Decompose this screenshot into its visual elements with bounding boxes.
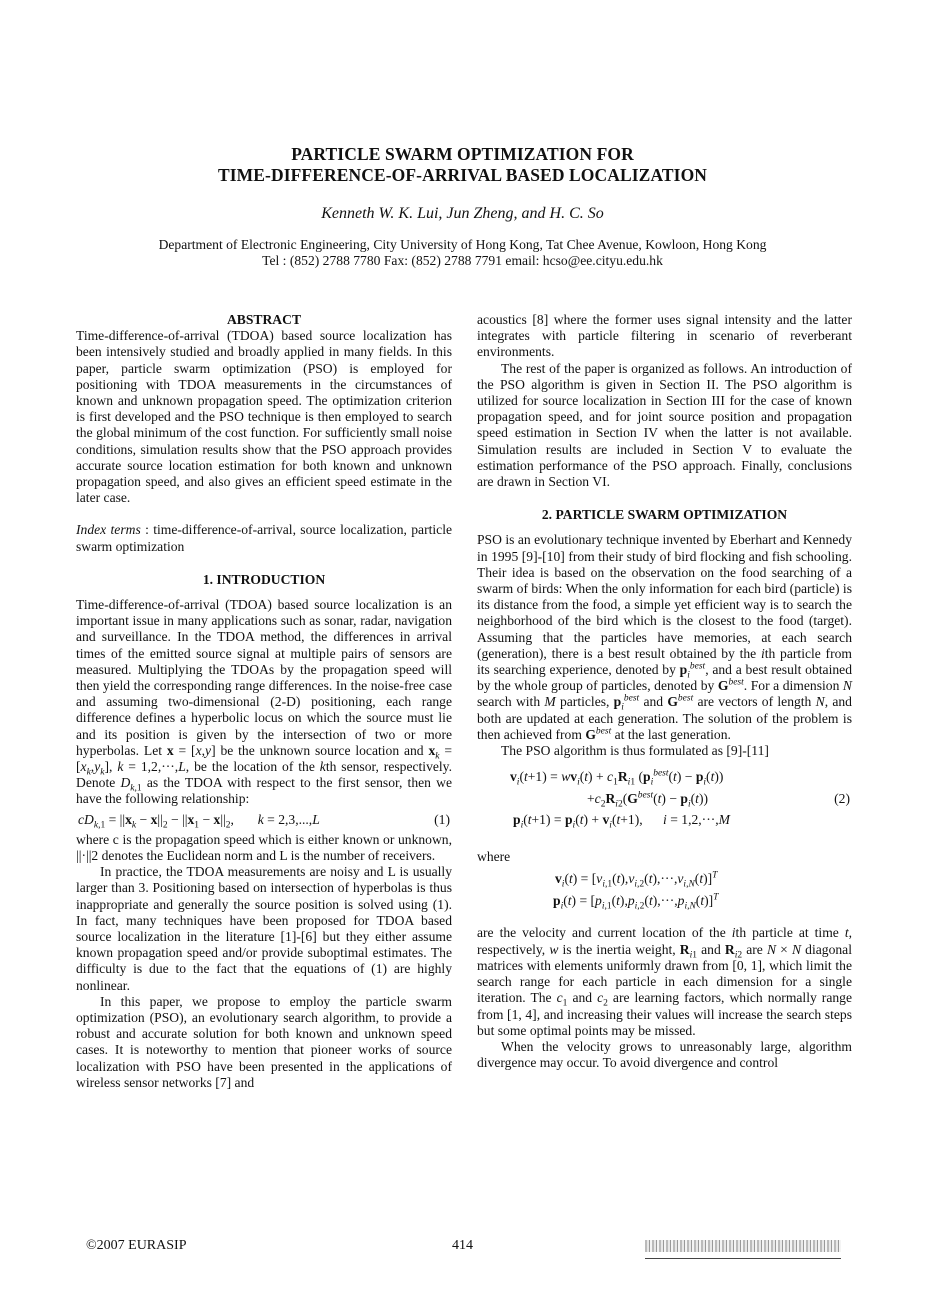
- equation-2-number: (2): [834, 791, 850, 807]
- right-column: [477, 312, 852, 1071]
- index-terms-text: : time-difference-of-arrival, source localization, particle swarm optimization: [76, 522, 453, 554]
- pso-parameters-paragraph: are the velocity and current location of the ith particle at time t, respectively, w is the inertia weight, $R_{i1}$ and $R_{i2}$ are N × N diagonal matrices with elements uniformly drawn from [0, 1], which limit the search range for each particle in each dimension for a single iteration. The $c_1$ and $c_2$ are learning factors, which normally range from [1, 4], and increasing their values will increase the search steps but some optimal points may be missed.: [477, 925, 853, 1038]
- intro-paragraph-3: In practice, the TDOA measurements are noisy and L is usually larger than 3. Positioning based on intersection of hyperbolas is thus inappropriate and generally the source position is solved using (1). In fact, many techniques have been proposed for TDOA based source localization in the literature [1]-[6] but they either assume known propagation speed and/or provide suboptimal estimates. The difficulty is due to the fact that the equations of (1) are highly nonlinear.: [76, 864, 452, 993]
- contact-info: Tel : (852) 2788 7780 Fax: (852) 2788 7791 email: hcso@ee.cityu.edu.hk: [262, 253, 663, 268]
- copyright: ©2007 EURASIP: [86, 1238, 187, 1253]
- index-terms-label: Index terms: [76, 522, 141, 538]
- left-column: [76, 312, 452, 1091]
- divergence-paragraph: When the velocity grows to unreasonably large, algorithm divergence may occur. To avoid divergence and control: [477, 1038, 852, 1071]
- page-number: 414: [452, 1238, 473, 1253]
- intro-paragraph-2: where c is the propagation speed which is either known or unknown, ||·||2 denotes the Euclidean norm and L is the number of receivers.: [76, 831, 452, 863]
- title-line-2: TIME-DIFFERENCE-OF-ARRIVAL BASED LOCALIZATION: [217, 165, 708, 185]
- pso-paragraph: PSO is an evolutionary technique invented by Eberhart and Kennedy in 1995 [9]-[10] from their study of bird flocking and fish schooling. Their idea is based on the observation on the food searching of a swarm of birds: When the only information for each bird (particle) is its distance from the food, a simple yet efficient way is to search the neighborhood of the bird which is the closest to the food (target). Assuming that the particles have memories, at each search (generation), there is a best result obtained by the ith particle from its searching experience, denoted by $p_i^{best}$, and a best result obtained by the whole group of particles, denoted by $G^{best}$. For a dimension N search with M particles, $p_i^{best}$ and $G^{best}$ are vectors of length N, and both are updated at each generation. The solution of the problem is then achieved from $G^{best}$ at the last generation.: [477, 532, 852, 742]
- section-2-heading: 2. PARTICLE SWARM OPTIMIZATION: [541, 507, 788, 523]
- abstract-heading: ABSTRACT: [226, 312, 302, 327]
- intro-paragraph-4: In this paper, we propose to employ the particle swarm optimization (PSO), an evolutionary search algorithm, to provide a robust and accurate solution for both known and unknown speed cases. It is noteworthy to mention that pioneer works of source localization with PSO have been presented in the applications of wireless sensor networks [7] and: [76, 993, 452, 1090]
- scan-artifact: [645, 1240, 841, 1252]
- pso-formulation-intro: The PSO algorithm is thus formulated as [9]-[11]: [501, 743, 769, 759]
- affiliation-block: [0, 237, 925, 269]
- equation-1: $cD_{k,1} = ||x_k - x||_2 - ||x_1 - x||_2$, k = 2,3,...,L (1): [78, 811, 450, 831]
- vector-definitions: $v_i(t) = [v_{i,1}(t),v_{i,2}(t),\cdot\cdot\cdot,v_{i,N}(t)]^T$ $p_i(t) = [p_{i,1}(t),p_{i,2}(t),\cdot\cdot\cdot,p_{i,N}(t)]^T$: [553, 870, 719, 913]
- right-paragraph-2: The rest of the paper is organized as follows. An introduction of the PSO algorithm is given in Section II. The PSO algorithm is utilized for source localization in Section III for the case of known propagation speed, and for joint source position and propagation speed estimation in Section IV when the latter is not available. Simulation results are included in Section V to evaluate the estimation performance of the PSO approach. Finally, conclusions are drawn in Section VI.: [477, 360, 852, 490]
- authors: Kenneth W. K. Lui, Jun Zheng, and H. C. So: [321, 205, 604, 222]
- where-label: where: [477, 849, 511, 865]
- paper-title: [0, 144, 925, 186]
- abstract-text: Time-difference-of-arrival (TDOA) based source localization has been intensively studied and broadly applied in many fields. In this paper, particle swarm optimization (PSO) is employed for positioning with TDOA measurements in the circumstances of known and unknown propagation speed. The optimization criterion is first developed and the PSO technique is then employed to search the global minimum of the cost function. For sufficiently small noise conditions, simulation results show that the PSO approach provides accurate source location estimation for both known and unknown propagation speed, and also gives an efficient speed estimate in the later case.: [76, 328, 452, 506]
- equation-2: $v_i(t+1) = wv_i(t) + c_1R_{i1}$ $(p_i^{best}(t) - p_i(t))$ $+c_2R_{i2}(G^{best}(t) - p_i(t))$ (2) $p_i(t+1) = p_i(t) + v_i(t+1)$, i = 1,2,···,M: [510, 768, 850, 831]
- equation-1-number: (1): [434, 811, 450, 827]
- intro-paragraph-1: Time-difference-of-arrival (TDOA) based source localization is an important issue in many applications such as sonar, radar, navigation and surveillance. In the TDOA method, the differences in arrival times of the emitted source signal at multiple pairs of sensors are measured. Multiplying the TDOAs by the propagation speed will then yield the corresponding range differences. In the noise-free case and assuming two-dimensional (2-D) positioning, each range difference defines a hyperbolic locus on which the source must lie and its position is given by the intersection of two or more hyperbolas. Let x = [x,y] be the unknown source location and $x_k = [x_k,y_k]$, k = 1,2,···,L, be the location of the kth sensor, respectively. Denote $D_{k,1}$ as the TDOA with respect to the first sensor, then we have the following relationship:: [76, 597, 453, 807]
- section-1-heading: 1. INTRODUCTION: [202, 571, 326, 587]
- right-paragraph-1: acoustics [8] where the former uses signal intensity and the latter integrates with particle filtering in scenario of reverberant environments.: [477, 312, 852, 360]
- index-terms: [76, 522, 452, 554]
- title-line-1: PARTICLE SWARM OPTIMIZATION FOR: [291, 144, 634, 164]
- affiliation: Department of Electronic Engineering, City University of Hong Kong, Tat Chee Avenue, Kowloon, Hong Kong: [158, 237, 767, 252]
- scan-rule: [645, 1258, 841, 1259]
